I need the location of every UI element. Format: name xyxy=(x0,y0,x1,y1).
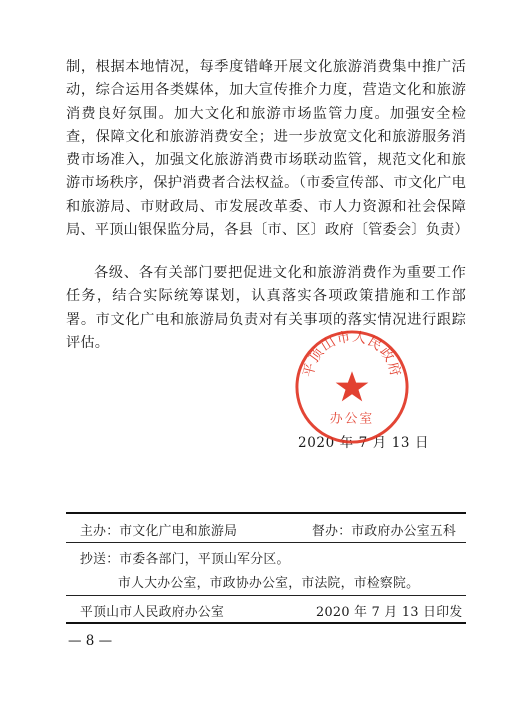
footer-top-rule xyxy=(66,512,466,514)
footer-host: 主办：市文化广电和旅游局 xyxy=(80,524,238,539)
footer-issuer: 平顶山市人民政府办公室 xyxy=(80,605,225,620)
seal-subtext: 办公室 xyxy=(329,411,375,427)
body-paragraph-1: 制，根据本地情况，每季度错峰开展文化旅游消费集中推广活动，综合运用各类媒体，加大宣传推介力度，营造文化和旅游消费良好氛围。加大文化和旅游市场监管力度。加强安全检查，保障文化和旅游消费安全；进一步放宽文化和旅游服务消费市场准入，加强文化旅游消费市场联动监管，规范文化和旅游市场秩序，保护消费者合法权益。（市委宣传部、市文化广电和旅游局、市财政局、市发展改革委、市人力资源和社会保障局、平顶山银保监分局，各县〔市、区〕政府〔管委会〕负责） xyxy=(66,59,469,239)
footer-bottom-rule xyxy=(66,622,466,624)
star-icon xyxy=(336,371,369,401)
footer-cc-line-2: 市人大办公室，市政协办公室，市法院，市检察院。 xyxy=(118,576,420,591)
body-paragraph-2: 各级、各有关部门要把促进文化和旅游消费作为重要工作任务，结合实际统筹谋划，认真落实各项政策措施和工作部署。市文化广电和旅游局负责对有关事项的落实情况进行跟踪评估。 xyxy=(66,265,466,351)
official-seal xyxy=(293,328,411,446)
footer-supervisor: 督办：市政府办公室五科 xyxy=(312,524,457,539)
page-number: — 8 — xyxy=(68,633,113,649)
footer-rule-1 xyxy=(66,542,466,543)
footer-print-date: 2020 年 7 月 13 日印发 xyxy=(316,605,463,620)
signature-date: 2020 年 7 月 13 日 xyxy=(298,435,430,451)
footer-cc-line-1: 抄送：市委各部门，平顶山军分区。 xyxy=(80,552,290,567)
seal-text: 平顶山市人民政府 xyxy=(300,328,404,379)
footer-rule-2 xyxy=(66,595,466,596)
